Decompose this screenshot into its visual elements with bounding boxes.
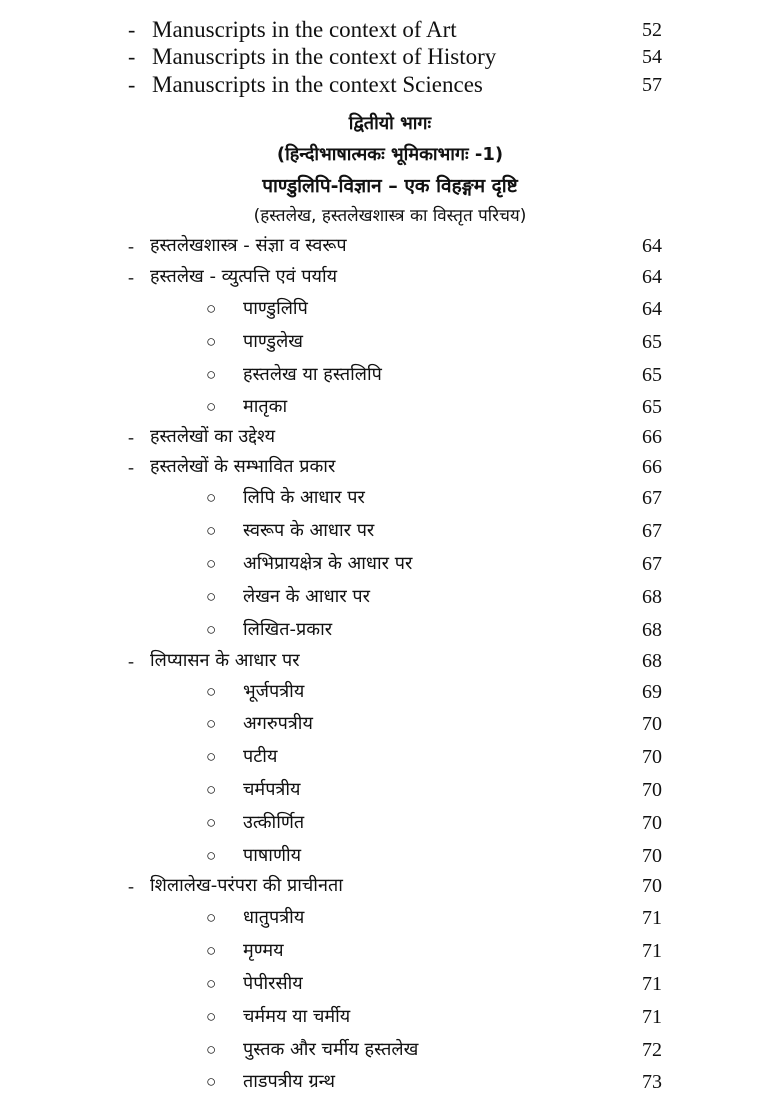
toc-entry xyxy=(0,422,780,452)
entry-title: अभिप्रायक्षेत्र के आधार पर xyxy=(243,553,413,574)
entry-title: हस्तलेख या हस्तलिपि xyxy=(243,364,382,385)
page-number: 64 xyxy=(642,266,662,288)
entry-title: लिपि के आधार पर xyxy=(243,487,365,508)
toc-entry xyxy=(0,871,780,901)
toc-entry xyxy=(0,1002,780,1032)
page-number: 70 xyxy=(642,779,662,801)
bullet-circle-icon: ○ xyxy=(206,974,217,993)
page-number: 71 xyxy=(642,973,662,995)
bullet-circle-icon: ○ xyxy=(206,1007,217,1026)
page-number: 70 xyxy=(642,812,662,834)
entry-title: मातृका xyxy=(243,396,288,417)
entry-title: पटीय xyxy=(243,746,278,767)
bullet-circle-icon: ○ xyxy=(206,488,217,507)
bullet-circle-icon: ○ xyxy=(206,620,217,639)
toc-entry xyxy=(0,677,780,707)
section-title: द्वितीयो भागः xyxy=(348,113,432,134)
section-description: (हस्तलेख, हस्तलेखशास्त्र का विस्तृत परिचय) xyxy=(253,206,527,226)
toc-entry xyxy=(0,775,780,805)
bullet-circle-icon: ○ xyxy=(206,365,217,384)
toc-entry xyxy=(0,327,780,357)
page-number: 65 xyxy=(642,396,662,418)
toc-entry xyxy=(0,42,780,72)
toc-entry xyxy=(0,646,780,676)
page-number: 72 xyxy=(642,1039,662,1061)
toc-entry xyxy=(0,709,780,739)
toc-entry xyxy=(0,262,780,292)
toc-entry xyxy=(0,392,780,422)
entry-title: पुस्तक और चर्मीय हस्तलेख xyxy=(243,1039,419,1060)
toc-entry xyxy=(0,483,780,513)
page-number: 71 xyxy=(642,940,662,962)
entry-title: पेपीरसीय xyxy=(243,973,303,994)
bullet-circle-icon: ○ xyxy=(206,941,217,960)
bullet-circle-icon: ○ xyxy=(206,747,217,766)
toc-entry xyxy=(0,582,780,612)
entry-title: Manuscripts in the context of Art xyxy=(152,17,457,42)
page-number: 70 xyxy=(642,746,662,768)
bullet-circle-icon: ○ xyxy=(206,908,217,927)
page-number: 71 xyxy=(642,907,662,929)
page-number: 64 xyxy=(642,298,662,320)
page-number: 69 xyxy=(642,681,662,703)
page-number: 67 xyxy=(642,487,662,509)
page-number: 57 xyxy=(642,74,662,96)
entry-title: Manuscripts in the context of History xyxy=(152,44,497,69)
toc-entry xyxy=(0,1067,780,1097)
bullet-dash: - xyxy=(128,236,134,256)
page-number: 64 xyxy=(642,235,662,257)
entry-title: पाषाणीय xyxy=(243,845,302,866)
toc-entry xyxy=(0,841,780,871)
entry-title: लेखन के आधार पर xyxy=(243,586,370,607)
bullet-circle-icon: ○ xyxy=(206,521,217,540)
bullet-circle-icon: ○ xyxy=(206,714,217,733)
bullet-dash: - xyxy=(128,267,134,287)
page-number: 67 xyxy=(642,553,662,575)
entry-title: भूर्जपत्रीय xyxy=(243,681,305,702)
toc-entry xyxy=(0,452,780,482)
section-subtitle: (हिन्दीभाषात्मकः भूमिकाभागः -1) xyxy=(276,144,504,165)
page-number: 70 xyxy=(642,875,662,897)
entry-title: अगरुपत्रीय xyxy=(243,713,313,734)
bullet-dash: - xyxy=(128,17,136,42)
entry-title: Manuscripts in the context Sciences xyxy=(152,72,483,97)
page-number: 70 xyxy=(642,845,662,867)
entry-title: पाण्डुलिपि xyxy=(243,298,308,319)
toc-entry xyxy=(0,615,780,645)
bullet-dash: - xyxy=(128,72,136,97)
bullet-circle-icon: ○ xyxy=(206,682,217,701)
bullet-circle-icon: ○ xyxy=(206,780,217,799)
page-number: 68 xyxy=(642,650,662,672)
entry-title: लिखित-प्रकार xyxy=(243,619,333,640)
entry-title: उत्कीर्णित xyxy=(243,812,305,833)
toc-entry xyxy=(0,549,780,579)
bullet-dash: - xyxy=(128,651,134,671)
toc-entry xyxy=(0,936,780,966)
bullet-circle-icon: ○ xyxy=(206,299,217,318)
page-number: 65 xyxy=(642,331,662,353)
page-number: 66 xyxy=(642,426,662,448)
entry-title: मृण्मय xyxy=(243,940,284,961)
bullet-circle-icon: ○ xyxy=(206,846,217,865)
bullet-circle-icon: ○ xyxy=(206,397,217,416)
toc-entry xyxy=(0,969,780,999)
toc-entry xyxy=(0,808,780,838)
bullet-dash: - xyxy=(128,427,134,447)
toc-entry xyxy=(0,742,780,772)
page-number: 70 xyxy=(642,713,662,735)
toc-entry xyxy=(0,70,780,100)
entry-title: स्वरूप के आधार पर xyxy=(243,520,375,541)
entry-title: धातुपत्रीय xyxy=(243,907,305,928)
bullet-circle-icon: ○ xyxy=(206,813,217,832)
bullet-circle-icon: ○ xyxy=(206,554,217,573)
entry-title: चर्मपत्रीय xyxy=(243,779,301,800)
page-number: 68 xyxy=(642,586,662,608)
entry-title: हस्तलेख - व्युत्पत्ति एवं पर्याय xyxy=(150,266,338,287)
page-number: 65 xyxy=(642,364,662,386)
entry-title: लिप्यासन के आधार पर xyxy=(150,650,300,671)
toc-entry xyxy=(0,516,780,546)
page-number: 68 xyxy=(642,619,662,641)
toc-entry xyxy=(0,1035,780,1065)
toc-entry xyxy=(0,294,780,324)
page-number: 67 xyxy=(642,520,662,542)
toc-entry xyxy=(0,15,780,45)
entry-title: चर्ममय या चर्मीय xyxy=(243,1006,351,1027)
page-number: 71 xyxy=(642,1006,662,1028)
bullet-dash: - xyxy=(128,876,134,896)
entry-title: हस्तलेखों का उद्देश्य xyxy=(150,426,276,447)
page-number: 54 xyxy=(642,46,662,68)
entry-title: शिलालेख-परंपरा की प्राचीनता xyxy=(150,875,343,896)
bullet-circle-icon: ○ xyxy=(206,1072,217,1091)
entry-title: ताडपत्रीय ग्रन्थ xyxy=(243,1071,335,1092)
bullet-circle-icon: ○ xyxy=(206,332,217,351)
toc-entry xyxy=(0,903,780,933)
section-heading: पाण्डुलिपि-विज्ञान – एक विहङ्गम दृष्टि xyxy=(262,175,518,197)
bullet-circle-icon: ○ xyxy=(206,1040,217,1059)
bullet-dash: - xyxy=(128,457,134,477)
bullet-circle-icon: ○ xyxy=(206,587,217,606)
page-number: 73 xyxy=(642,1071,662,1093)
entry-title: हस्तलेखशास्त्र - संज्ञा व स्वरूप xyxy=(150,235,347,256)
page-number: 66 xyxy=(642,456,662,478)
bullet-dash: - xyxy=(128,44,136,69)
entry-title: हस्तलेखों के सम्भावित प्रकार xyxy=(150,456,336,477)
page-number: 52 xyxy=(642,19,662,41)
toc-entry xyxy=(0,231,780,261)
toc-entry xyxy=(0,360,780,390)
entry-title: पाण्डुलेख xyxy=(243,331,303,352)
